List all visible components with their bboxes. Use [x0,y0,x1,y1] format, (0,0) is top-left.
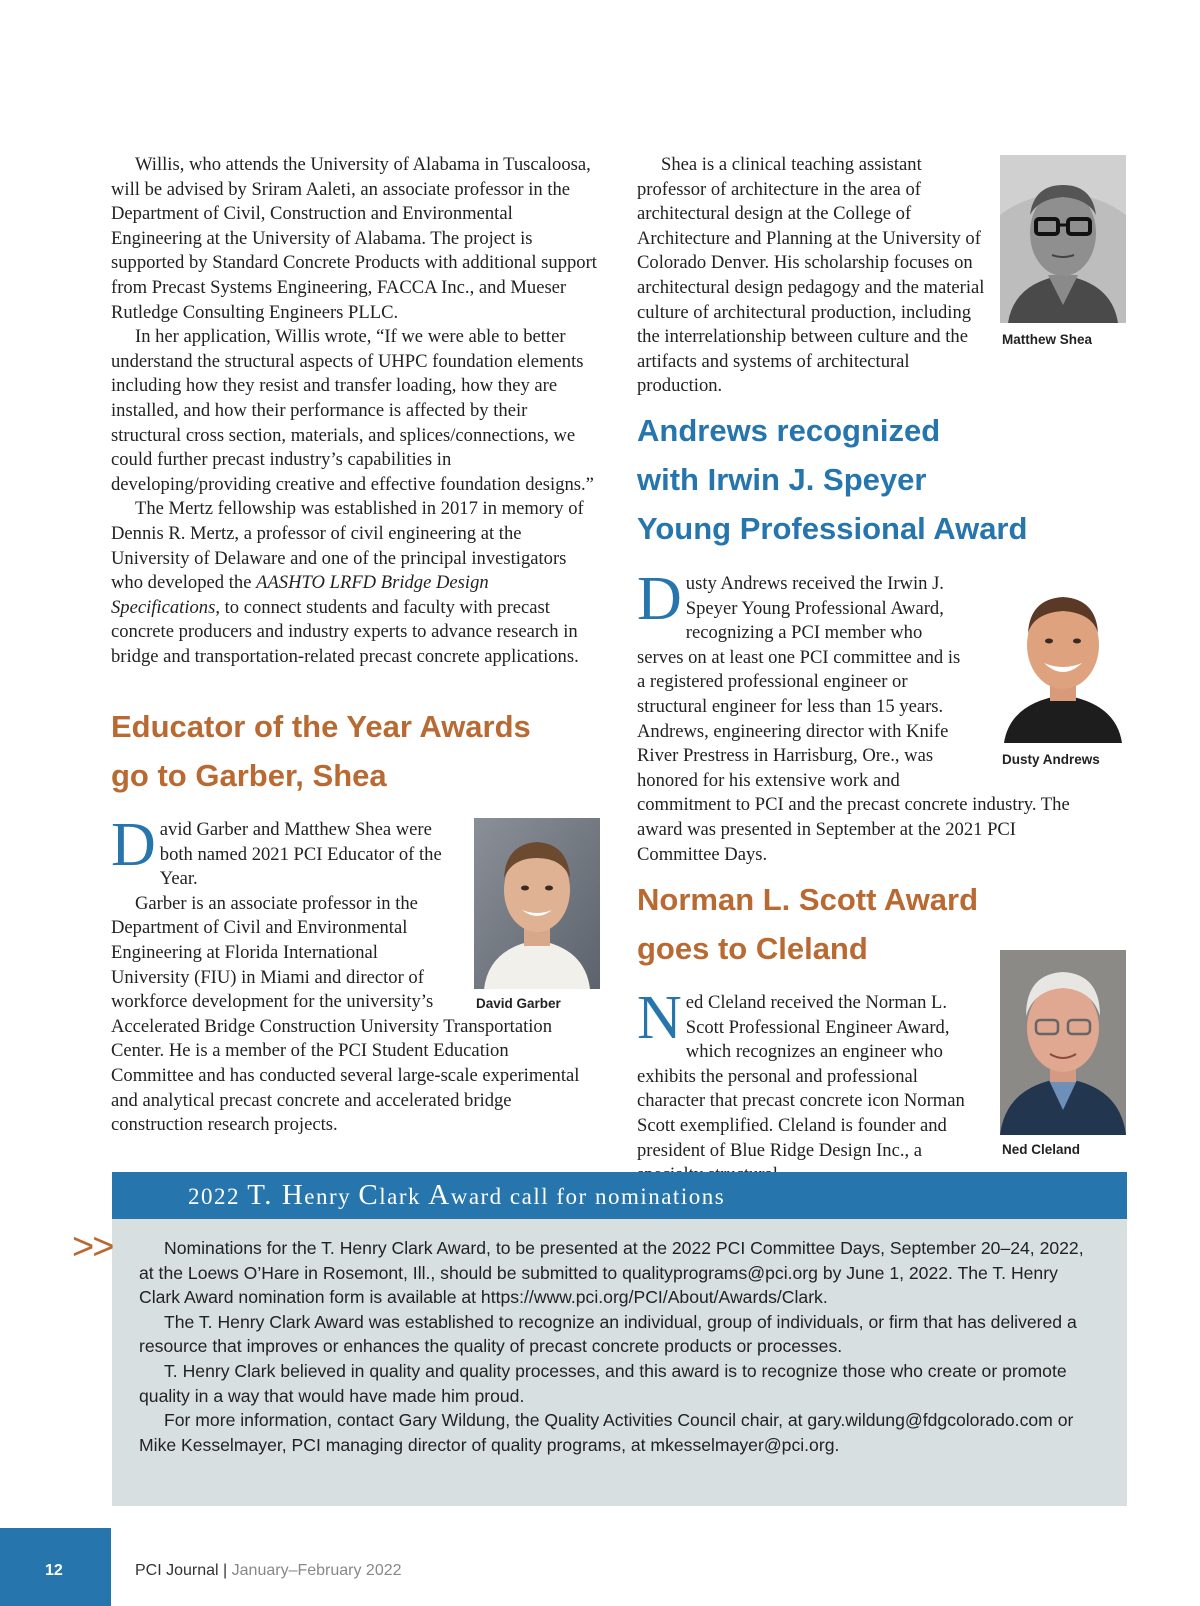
mertz-text: The Mertz fellowship was established in 2017 in memory of Dennis R. Mertz, a professor of civil engineering at the University of Delaware and one of the principal investigators who developed the [111,498,584,594]
mertz-text-end: , to connect students and faculty with precast concrete producers and industry experts to advance research in bridge and transportation-related precast concrete applications. [111,596,579,667]
body-paragraph: Shea is a clinical teaching assistant professor of architecture in the area of architectural design at the College of Architecture and Planning at the University of Colorado Denver. His scholarship focuses on architectural design pedagogy and the material culture of architectural production, including the interrelationship between culture and the artifacts and systems of architectural production. [637,154,985,397]
callout-paragraph: For more information, contact Gary Wildung, the Quality Activities Council chair, at gary.wildung@fdgcolorado.com or Mike Kesselmayer, PCI managing director of quality programs, at mkesselmayer@pci.org. [139,1410,1074,1455]
headline-line: Andrews recognized [637,413,941,448]
body-paragraph [111,497,599,669]
scott-article [637,984,989,1188]
drop-cap: N [637,984,682,1052]
scott-headline [637,875,978,973]
body-paragraph: Willis, who attends the University of Alabama in Tuscaloosa, will be advised by Sriram Aaleti, an associate professor in the Department of Civil, Construction and Environmental Engineering at the University of Alabama. The project is supported by Standard Concrete Products with additional support from Precast Systems Engineering, FACCA Inc., and Mueser Rutledge Consulting Engineers PLLC. [111,154,597,323]
title-part: lark [379,1184,429,1209]
mertz-italic-title: AASHTO LRFD Bridge Design Specifications [111,572,489,618]
callout-paragraph: Nominations for the T. Henry Clark Award, to be presented at the 2022 PCI Committee Days, September 20–24, 2022, at the Loews O’Hare in Rosemont, Ill., should be submitted to qualityprograms@pci.org by June 1, 2022. The T. Henry Clark Award nomination form is available at https://www.pci.org/PCI/About/Awards/Clark. [139,1238,1084,1308]
body-paragraph: Garber is an associate professor in the Department of Civil and Environmental Engineering at Florida International University (FIU) in Miami and director of workforce development for the university’s Accelerated Bridge Construction University Transportation Center. He is a member of the PCI Student Education Committee and has conducted several large-scale experimental and analytical precast concrete and accelerated bridge construction research projects. [111,892,580,1136]
photo-caption: Matthew Shea [1002,332,1093,347]
title-part: 2022 [188,1184,248,1209]
headline-line: with Irwin J. Speyer [637,462,927,497]
issue-date: January–February 2022 [231,1562,402,1579]
headline-line: Educator of the Year Awards [111,709,531,744]
headline-line: Young Professional Award [637,511,1028,546]
page-number: 12 [45,1562,63,1579]
paragraph-text: ed Cleland received the Norman L. Scott Professional Engineer Award, which recognizes an engineer who exhibits the personal and professional character that precast concrete icon Norman Scott exemplified. Cleland is founder and president of Blue Ridge Design Inc., a [637,992,965,1161]
headline-line: goes to Cleland [637,931,868,966]
callout-title [188,1179,725,1212]
callout-paragraph: The T. Henry Clark Award was established to recognize an individual, group of individuals, or firm that has delivered a resource that improves or enhances the quality of precast concrete products or processes. [139,1311,1077,1357]
drop-cap: D [637,565,682,633]
ned-cleland-photo [1000,950,1126,1135]
body-paragraph: In her application, Willis wrote, “If we were able to better understand the structural aspects of UHPC foundation elements including how they resist and transfer loading, how they are installed, and how their performance is affected by their structural cross section, materials, and splices/connections, we could further precast industry’s capabilities in developing/providing creative and effective foundation designs.” [111,326,594,495]
callout-paragraph: T. Henry Clark believed in quality and quality processes, and this award is to recognize those who create or promote quality in a way that would have made him proud. [139,1360,1067,1406]
title-part: ward call for nominations [450,1184,726,1209]
title-part: H [281,1179,305,1211]
andrews-headline [637,406,1027,553]
body-paragraph [637,984,989,1188]
double-chevron-marker: >> [72,1226,113,1268]
callout-body [139,1236,1099,1457]
headline-line: go to Garber, Shea [111,758,387,793]
title-part: A [428,1179,451,1211]
drop-cap: D [111,811,156,879]
title-part: T. [247,1179,282,1211]
matthew-shea-photo [1000,155,1126,323]
dusty-andrews-photo [1000,579,1126,743]
photo-caption: David Garber [476,996,561,1011]
footer-journal-line [135,1562,402,1580]
shea-article [637,153,989,399]
educator-headline [111,702,531,800]
left-column [111,153,599,669]
photo-caption: Dusty Andrews [1002,752,1100,767]
david-garber-photo [474,818,600,989]
footer-separator: | [218,1562,232,1579]
journal-name: PCI Journal [135,1562,219,1579]
paragraph-text: usty Andrews received the Irwin J. Speyer Young Professional Award, recognizing a PCI member who serves on at least one PCI committee and is a registered professional engineer or structural engineer for less than 15 years. Andrews, engineering director with Knife River Prestress in Harrisburg, Ore., was honored for his extensive work and commitment to PCI and the precast concrete industry. The award was presented in September at the 2021 PCI Committee Days. [637,573,1070,865]
headline-line: Norman L. Scott Award [637,882,979,917]
photo-caption: Ned Cleland [1002,1142,1081,1157]
title-part: C [358,1179,380,1211]
paragraph-text: avid Garber and Matthew Shea were both named 2021 PCI Educator of the Year. [159,819,442,890]
callout-title-bar [112,1172,1127,1219]
title-part: enry [304,1184,359,1209]
